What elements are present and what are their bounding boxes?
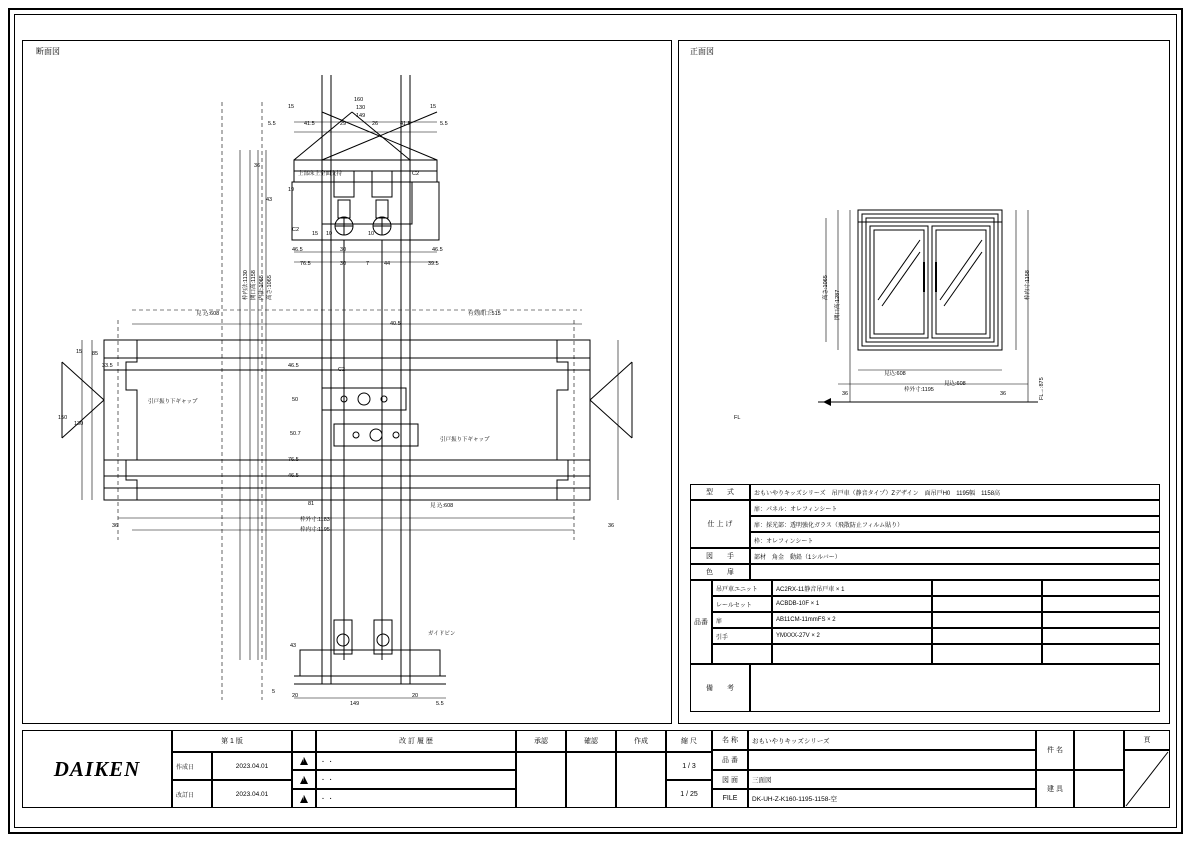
dim-mid-30a: 30 (340, 247, 347, 253)
dim-depth-608-a: 見 込:608 (196, 311, 220, 317)
spec-row-value-3: 枠：オレフィンシート (750, 532, 1160, 548)
front-dim-36-right: 36 (1000, 391, 1007, 397)
label-c2-a: 上部床上全面支持 (298, 171, 343, 177)
parts-row-code-3: YMXXX-27V × 2 (772, 628, 932, 644)
date-row-label-1: 改訂日 (172, 780, 212, 808)
field-label-0: 名 称 (712, 730, 748, 750)
scale-value-0: 1 / 3 (666, 752, 712, 780)
dim-mid-30b: 30 (340, 261, 347, 267)
parts-row-code-1: ACBDB-10F × 1 (772, 596, 932, 612)
parts-row-name-1: レールセット (712, 596, 772, 612)
dim-top-415b: 41.5 (400, 121, 411, 127)
field-value-2: 三面図 (748, 770, 1036, 789)
col-approve-value (516, 752, 566, 808)
col-scale-header: 縮 尺 (666, 730, 712, 752)
right-field-label-0: 件 名 (1036, 730, 1074, 770)
dim-top-15b: 15 (430, 104, 437, 110)
field-label-3: FILE (712, 789, 748, 808)
dim-top-130: 130 (356, 105, 366, 111)
spec-row-label-0: 型 式 (690, 484, 750, 500)
dim-left-43: 43 (266, 197, 273, 203)
col-approve-header: 承認 (516, 730, 566, 752)
dim-mid-10b: 10 (368, 231, 375, 237)
dim-mid-465a: 46.5 (292, 247, 303, 253)
dim-left-36: 36 (254, 163, 261, 169)
parts-row-code-2: AB11CM-11mmFS × 2 (772, 612, 932, 628)
dim-outer-1183: 枠外寸:1183 (300, 517, 330, 523)
dim-left-43b: 43 (290, 643, 297, 649)
parts-row-extra2-3 (1042, 628, 1160, 644)
field-value-1 (748, 750, 1036, 770)
date-row-label-0: 作成日 (172, 752, 212, 780)
col-check-header: 確認 (566, 730, 616, 752)
parts-row-name-0: 吊戸車ユニット (712, 580, 772, 596)
dim-top-55a: 5.5 (268, 121, 276, 127)
revision-mark-1 (292, 770, 316, 789)
col-create-header: 作成 (616, 730, 666, 752)
parts-row-name-3: 引手 (712, 628, 772, 644)
logo-cell (22, 730, 172, 808)
parts-row-name-2: 扉 (712, 612, 772, 628)
right-field-value-1 (1074, 770, 1124, 808)
field-value-3: DK-UH-Z-K160-1195-1158-空 (748, 789, 1036, 808)
dim-bottom-5: 5 (272, 689, 276, 695)
dim-top-15a: 15 (288, 104, 295, 110)
revision-text-2: ・ ・ (316, 789, 516, 808)
parts-row-extra-1 (932, 596, 1042, 612)
dim-bottom-149: 149 (350, 701, 360, 707)
dim-mid-395: 39.5 (428, 261, 439, 267)
dim-top-149: 149 (356, 113, 366, 119)
page-col-diagonal (1124, 750, 1170, 808)
dim-mid-10: 10 (326, 231, 333, 237)
revision-mark-header (292, 730, 316, 752)
dim-top-160: 160 (354, 97, 364, 103)
warning-triangle-icon (300, 757, 309, 765)
dim-mid-765: 76.5 (300, 261, 311, 267)
front-fl-dim: FL→:875 (1039, 377, 1045, 400)
parts-row-blank-4 (712, 644, 772, 664)
front-fl-label: FL (734, 415, 741, 421)
dim-left-507: 50.7 (290, 431, 301, 437)
dim-bottom-20b: 20 (412, 693, 419, 699)
annotation-gap-upper: 引戸振り下ギャップ (148, 399, 198, 405)
parts-row-extra2-1 (1042, 596, 1160, 612)
dim-top-26: 26 (372, 121, 379, 127)
col-check-value (566, 752, 616, 808)
dim-mid-465b: 46.5 (432, 247, 443, 253)
dim-left-130: 130 (74, 421, 84, 427)
dim-left-85: 85 (92, 351, 99, 357)
annotation-top-support: C2 (338, 367, 346, 373)
dim-left-50: 50 (292, 397, 299, 403)
parts-row-code-0: AC2RX-11静音吊戸車 × 1 (772, 580, 932, 596)
dim-frame-inner-1130: 枠内法:1130 (243, 270, 249, 300)
front-dim-608b: 見込:608 (944, 381, 966, 387)
dim-bottom-55: 5.5 (436, 701, 444, 707)
front-dim-height-1065: 高さ:1065 (823, 275, 829, 300)
spec-row-value-1: 扉：パネル：オレフィンシート (750, 500, 1160, 516)
warning-triangle-icon-2 (300, 776, 309, 784)
daiken-logo: DAIKEN (53, 756, 141, 781)
section-view-graphics (22, 40, 672, 724)
spec-row-value-4: 部材 角金 動鉛（1シルバー） (750, 548, 1160, 564)
dim-mid-15: 15 (312, 231, 319, 237)
dim-left-335: 33.5 (102, 363, 113, 369)
front-dim-opening-1287: 開口高:1287 (835, 289, 841, 320)
dim-inner-1065: 内法:1065 (259, 275, 265, 300)
dim-36-left: 36 (112, 523, 119, 529)
spec-remark-label: 備 考 (690, 664, 750, 712)
spec-row-label-4: 図 手 (690, 548, 750, 564)
dim-bottom-20a: 20 (292, 693, 299, 699)
dim-left-465a: 46.5 (288, 363, 299, 369)
section-view-title: 断面図 (36, 47, 60, 56)
front-dim-frame-1158: 枠内寸:1158 (1025, 270, 1031, 300)
field-value-0: おもいやりキッズシリーズ (748, 730, 1036, 750)
dim-top-29: 29 (340, 121, 347, 127)
revision-header: 改 訂 履 歴 (316, 730, 516, 752)
spec-remark-value (750, 664, 1160, 712)
parts-row-extra2-0 (1042, 580, 1160, 596)
scale-value-1: 1 / 25 (666, 780, 712, 808)
label-c2-c: C2 (292, 227, 300, 233)
label-c2-b: C2 (412, 171, 420, 177)
annotation-guide-pin: ガイドピン (428, 631, 456, 637)
dim-left-765: 76.5 (288, 457, 299, 463)
revision-mark-0 (292, 752, 316, 770)
date-row-value-0: 2023.04.01 (212, 752, 292, 780)
dim-opening-1158: 開口高:1158 (251, 270, 257, 300)
dim-depth-608-b: 見 込:608 (430, 503, 454, 509)
right-field-label-1: 建 具 (1036, 770, 1074, 808)
col-create-value (616, 752, 666, 808)
dim-top-55b: 5.5 (440, 121, 448, 127)
front-view-title: 正面図 (690, 47, 714, 56)
field-label-2: 図 面 (712, 770, 748, 789)
dim-left-19: 19 (288, 187, 295, 193)
page-label-cell: 第 1 版 (172, 730, 292, 752)
dim-left-465b: 46.5 (288, 473, 299, 479)
spec-row-value-0: おもいやりキッズシリーズ 吊戸車（静音タイプ）Zデザイン 面吊戸H0 1195幅 1158高 (750, 484, 1160, 500)
right-field-value-0 (1074, 730, 1124, 770)
front-view-graphics (678, 40, 1170, 480)
dim-inner-1195: 枠内寸:1195 (300, 527, 330, 533)
parts-row-blank-4b (772, 644, 932, 664)
dim-405: 40.5 (390, 321, 401, 327)
annotation-gap-lower: 引戸振り下ギャップ (440, 437, 490, 443)
front-dim-36-left: 36 (842, 391, 849, 397)
dim-height-1065: 高さ:1065 (267, 275, 273, 300)
date-row-value-1: 2023.04.01 (212, 780, 292, 808)
spec-row-label-1: 仕 上 げ (690, 500, 750, 548)
page-col-header: 頁 (1124, 730, 1170, 750)
spec-parts-label: 品番 (690, 580, 712, 664)
revision-text-0: ・ ・ (316, 752, 516, 770)
dim-36-right: 36 (608, 523, 615, 529)
dim-81: 81 (308, 501, 315, 507)
parts-row-extra-3 (932, 628, 1042, 644)
parts-row-blank-4c (932, 644, 1042, 664)
field-label-1: 品 番 (712, 750, 748, 770)
parts-row-extra-0 (932, 580, 1042, 596)
revision-text-1: ・ ・ (316, 770, 516, 789)
dim-mid-44: 44 (384, 261, 391, 267)
revision-mark-2 (292, 789, 316, 808)
front-dim-608a: 見込:608 (884, 371, 906, 377)
dim-top-415a: 41.5 (304, 121, 315, 127)
spec-row-label-5: 色 扉 (690, 564, 750, 580)
parts-row-blank-4d (1042, 644, 1160, 664)
dim-left-150: 150 (58, 415, 68, 421)
dim-effective-515: 有効間口:515 (468, 311, 501, 317)
front-dim-outer-1195: 枠外寸:1195 (904, 387, 934, 393)
warning-triangle-icon-3 (300, 795, 309, 803)
spec-row-value-5 (750, 564, 1160, 580)
dim-left-15: 15 (76, 349, 83, 355)
spec-row-value-2: 扉：採光部：透明強化ガラス（飛散防止フィルム貼り） (750, 516, 1160, 532)
parts-row-extra2-2 (1042, 612, 1160, 628)
parts-row-extra-2 (932, 612, 1042, 628)
dim-mid-7: 7 (366, 261, 370, 267)
